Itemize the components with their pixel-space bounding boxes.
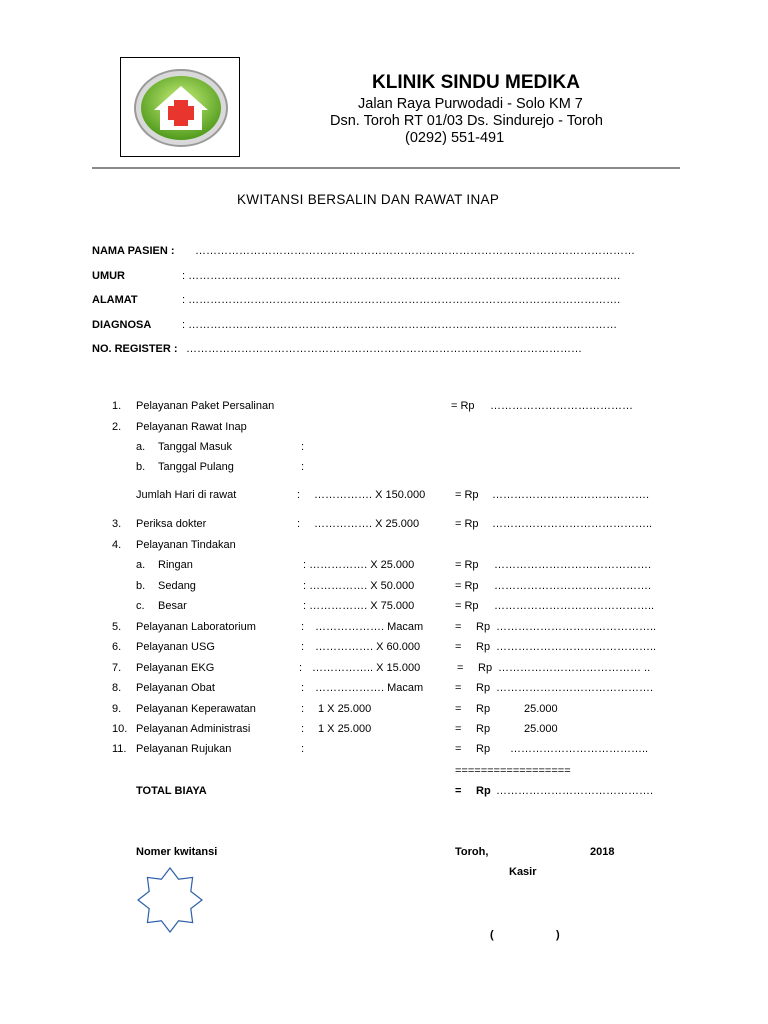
address-label: ALAMAT <box>92 294 138 306</box>
clinic-name: KLINIK SINDU MEDIKA <box>372 72 580 93</box>
item-label-rujukan: Pelayanan Rujukan <box>136 743 232 755</box>
equals-sign: = <box>455 641 462 653</box>
tindakan-sedang-label: Sedang <box>158 580 196 592</box>
patient-name-label: NAMA PASIEN : <box>92 245 175 257</box>
amount-field[interactable]: …………………………………….. <box>496 641 657 653</box>
calc-field[interactable]: …………….. X 15.000 <box>312 662 421 674</box>
age-field[interactable]: : ………………………………………………………………………………………………………. <box>182 270 621 282</box>
rp-marker: Rp <box>478 662 493 674</box>
tindakan-ringan-label: Ringan <box>158 559 193 571</box>
amount-field[interactable]: ……………………………….. <box>510 743 649 755</box>
colon: : <box>301 441 305 453</box>
register-field[interactable]: ……………………………………………………………………………………………… <box>186 343 582 355</box>
amount-value: 25.000 <box>524 723 558 735</box>
days-label: Jumlah Hari di rawat <box>136 489 237 501</box>
sub-letter: b. <box>136 580 146 592</box>
sub-letter: a. <box>136 441 146 453</box>
item-number: 2. <box>112 421 122 433</box>
address-line-2: Dsn. Toroh RT 01/03 Ds. Sindurejo - Toroh <box>330 113 603 129</box>
item-number: 8. <box>112 682 122 694</box>
check-out-date-label: Tanggal Pulang <box>158 461 234 473</box>
address-line-1: Jalan Raya Purwodadi - Solo KM 7 <box>358 96 583 112</box>
calc-field[interactable]: ……………. X 25.000 <box>314 518 420 530</box>
amount-field[interactable]: ………………………………… .. <box>498 662 651 674</box>
medical-house-icon <box>132 66 230 150</box>
item-number: 1. <box>112 400 122 412</box>
sub-letter: a. <box>136 559 146 571</box>
clinic-logo-frame <box>120 57 240 157</box>
rp-marker: Rp <box>476 785 491 797</box>
colon: : <box>297 489 301 501</box>
item-label-rawat-inap: Pelayanan Rawat Inap <box>136 421 247 433</box>
item-number: 5. <box>112 621 122 633</box>
colon: : <box>301 703 305 715</box>
colon: : <box>301 723 305 735</box>
item-label-keperawatan: Pelayanan Keperawatan <box>136 703 256 715</box>
item-label-periksa-dokter: Periksa dokter <box>136 518 207 530</box>
rp-marker: = Rp <box>451 400 475 412</box>
amount-field[interactable]: ……………………………………. <box>492 489 650 501</box>
amount-field[interactable]: ………………………………… <box>490 400 633 412</box>
rp-marker: = Rp <box>455 518 479 530</box>
equals-sign: = <box>455 682 462 694</box>
tindakan-besar-label: Besar <box>158 600 187 612</box>
sub-letter: b. <box>136 461 146 473</box>
signature-close-paren: ) <box>556 929 560 941</box>
colon: : <box>297 518 301 530</box>
equals-sign: = <box>455 743 462 755</box>
header-divider <box>92 167 680 169</box>
colon: : <box>301 621 305 633</box>
calc-value: 1 X 25.000 <box>318 703 372 715</box>
rp-marker: Rp <box>476 682 491 694</box>
item-label-obat: Pelayanan Obat <box>136 682 215 694</box>
signature-open-paren: ( <box>490 929 494 941</box>
rp-marker: Rp <box>476 641 491 653</box>
total-amount-field[interactable]: ……………………………………. <box>496 785 654 797</box>
amount-field[interactable]: ……………………………………. <box>494 559 652 571</box>
colon: : <box>301 641 305 653</box>
item-label-administrasi: Pelayanan Administrasi <box>136 723 251 735</box>
amount-field[interactable]: ……………………………………. <box>494 580 652 592</box>
patient-name-field[interactable]: ………………………………………………………………………………………………………… <box>195 245 635 257</box>
cashier-label: Kasir <box>509 866 537 878</box>
diagnosis-label: DIAGNOSA <box>92 319 152 331</box>
colon: : <box>301 743 305 755</box>
item-label-ekg: Pelayanan EKG <box>136 662 215 674</box>
calc-field[interactable]: ………………. Macam <box>315 621 424 633</box>
item-number: 11. <box>112 743 127 755</box>
receipt-number-label: Nomer kwitansi <box>136 846 218 858</box>
rp-marker: = Rp <box>455 559 479 571</box>
calc-field[interactable]: : ……………. X 75.000 <box>303 600 415 612</box>
rp-marker: = Rp <box>455 489 479 501</box>
stamp-star-icon <box>136 866 204 934</box>
amount-field[interactable]: …………………………………….. <box>494 600 655 612</box>
item-number: 9. <box>112 703 122 715</box>
days-calc-field[interactable]: ……………. X 150.000 <box>314 489 426 501</box>
rp-marker: = Rp <box>455 580 479 592</box>
place-label: Toroh, <box>455 846 489 858</box>
equals-sign: = <box>455 703 462 715</box>
rp-marker: Rp <box>476 723 491 735</box>
amount-field[interactable]: …………………………………….. <box>492 518 653 530</box>
calc-field[interactable]: : ……………. X 50.000 <box>303 580 415 592</box>
calc-value: 1 X 25.000 <box>318 723 372 735</box>
rp-marker: Rp <box>476 703 491 715</box>
rp-marker: Rp <box>476 621 491 633</box>
colon: : <box>299 662 303 674</box>
colon: : <box>301 682 305 694</box>
item-number: 6. <box>112 641 122 653</box>
item-number: 4. <box>112 539 122 551</box>
amount-field[interactable]: …………………………………….. <box>496 621 657 633</box>
rp-marker: Rp <box>476 743 491 755</box>
rp-marker: = Rp <box>455 600 479 612</box>
item-label-tindakan: Pelayanan Tindakan <box>136 539 236 551</box>
equals-sign: = <box>455 723 462 735</box>
sub-letter: c. <box>136 600 145 612</box>
clinic-phone: (0292) 551-491 <box>405 130 505 146</box>
total-label: TOTAL BIAYA <box>136 785 207 797</box>
item-label-laboratorium: Pelayanan Laboratorium <box>136 621 256 633</box>
sum-separator: ================== <box>455 765 571 777</box>
item-number: 7. <box>112 662 122 674</box>
item-label-usg: Pelayanan USG <box>136 641 215 653</box>
calc-field[interactable]: : ……………. X 25.000 <box>303 559 415 571</box>
equals-sign: = <box>455 621 462 633</box>
register-label: NO. REGISTER : <box>92 343 178 355</box>
address-field[interactable]: : ………………………………………………………………………………………………………. <box>182 294 621 306</box>
document-title: KWITANSI BERSALIN DAN RAWAT INAP <box>237 192 500 207</box>
calc-field[interactable]: ………………. Macam <box>315 682 424 694</box>
amount-field[interactable]: ……………………………………. <box>496 682 654 694</box>
item-label-paket-persalinan: Pelayanan Paket Persalinan <box>136 400 275 412</box>
item-number: 10. <box>112 723 128 735</box>
colon: : <box>301 461 305 473</box>
amount-value: 25.000 <box>524 703 558 715</box>
diagnosis-field[interactable]: : ……………………………………………………………………………………………………… <box>182 319 618 331</box>
item-number: 3. <box>112 518 122 530</box>
equals-sign: = <box>457 662 464 674</box>
check-in-date-label: Tanggal Masuk <box>158 441 232 453</box>
equals-sign: = <box>455 785 462 797</box>
age-label: UMUR <box>92 270 125 282</box>
year-label: 2018 <box>590 846 615 858</box>
calc-field[interactable]: ……………. X 60.000 <box>315 641 421 653</box>
